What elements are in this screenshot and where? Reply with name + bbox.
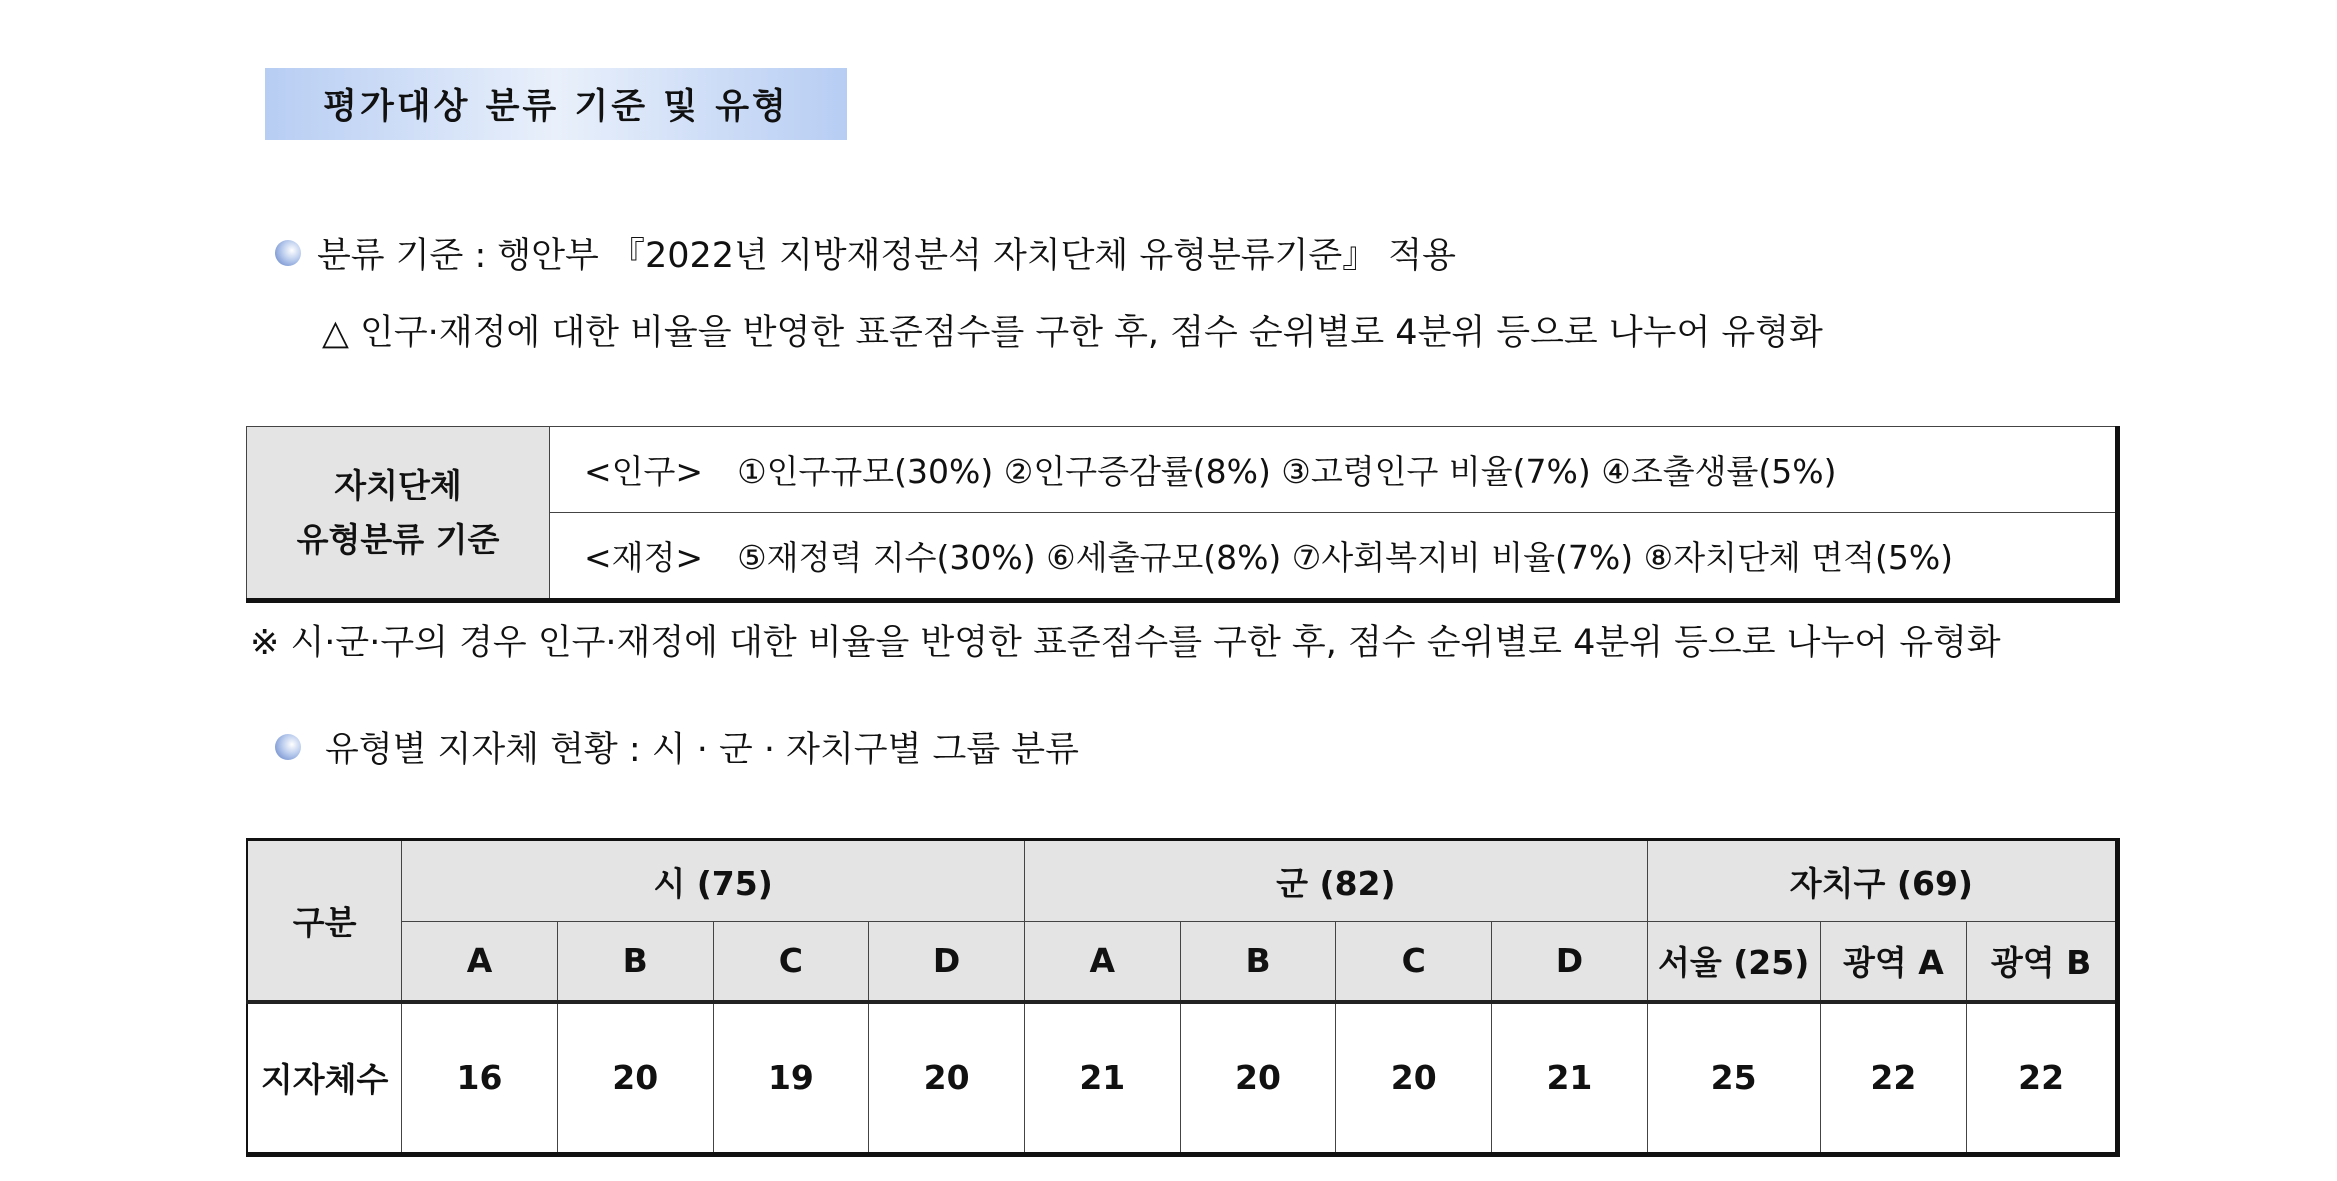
criteria-row-finance — [550, 513, 2118, 601]
criteria-label-line1: 자치단체 — [334, 465, 462, 505]
criteria-text: 분류 기준 : 행안부 『2022년 지방재정분석 자치단체 유형분류기준』 적용 — [317, 236, 1456, 276]
criteria-line — [275, 228, 1456, 278]
subheader: 광역 B — [1967, 922, 2118, 1002]
subheader: D — [869, 922, 1025, 1002]
status-corner: 구분 — [247, 840, 402, 1002]
criteria-table-label — [247, 427, 550, 601]
criteria-row-items: ①인구규모(30%) ②인구증감률(8%) ③고령인구 비율(7%) ④조출생률(5%) — [737, 452, 1837, 491]
criteria-row-items: ⑤재정력 지수(30%) ⑥세출규모(8%) ⑦사회복지비 비율(7%) ⑧자치단체 면적(5%) — [737, 538, 1954, 577]
value-cell: 16 — [402, 1002, 558, 1155]
value-cell: 25 — [1647, 1002, 1820, 1155]
subheader: C — [713, 922, 869, 1002]
group-header-gu: 자치구 (69) — [1647, 840, 2117, 922]
status-table — [246, 838, 2120, 1157]
value-cell: 22 — [1820, 1002, 1967, 1155]
status-text: 유형별 지자체 현황 : 시 · 군 · 자치구별 그룹 분류 — [325, 730, 1079, 770]
criteria-table — [246, 426, 2120, 603]
value-cell: 20 — [1336, 1002, 1492, 1155]
value-cell: 20 — [869, 1002, 1025, 1155]
subheader: B — [1180, 922, 1336, 1002]
subheader: B — [557, 922, 713, 1002]
criteria-row-tag: <재정> — [584, 538, 704, 577]
status-line — [275, 722, 1079, 772]
bullet-icon — [275, 734, 301, 760]
subheader: C — [1336, 922, 1492, 1002]
subheader: A — [402, 922, 558, 1002]
subheader: 광역 A — [1820, 922, 1967, 1002]
criteria-label-line2: 유형분류 기준 — [296, 519, 500, 559]
subheader: 서울 (25) — [1647, 922, 1820, 1002]
value-cell: 21 — [1024, 1002, 1180, 1155]
group-header-gun: 군 (82) — [1024, 840, 1647, 922]
row-label: 지자체수 — [247, 1002, 402, 1155]
value-cell: 19 — [713, 1002, 869, 1155]
criteria-row-population — [550, 427, 2118, 513]
bullet-icon — [275, 240, 301, 266]
criteria-subnote: △ 인구·재정에 대한 비율을 반영한 표준점수를 구한 후, 점수 순위별로 4분위 등으로 나누어 유형화 — [322, 313, 1823, 353]
footnote: ※ 시·군·구의 경우 인구·재정에 대한 비율을 반영한 표준점수를 구한 후, 점수 순위별로 4분위 등으로 나누어 유형화 — [250, 623, 2001, 663]
value-cell: 21 — [1492, 1002, 1648, 1155]
value-cell: 20 — [557, 1002, 713, 1155]
group-header-si: 시 (75) — [402, 840, 1025, 922]
section-title: 평가대상 분류 기준 및 유형 — [265, 68, 847, 140]
subheader: D — [1492, 922, 1648, 1002]
criteria-row-tag: <인구> — [584, 452, 704, 491]
value-cell: 20 — [1180, 1002, 1336, 1155]
value-cell: 22 — [1967, 1002, 2118, 1155]
subheader: A — [1024, 922, 1180, 1002]
